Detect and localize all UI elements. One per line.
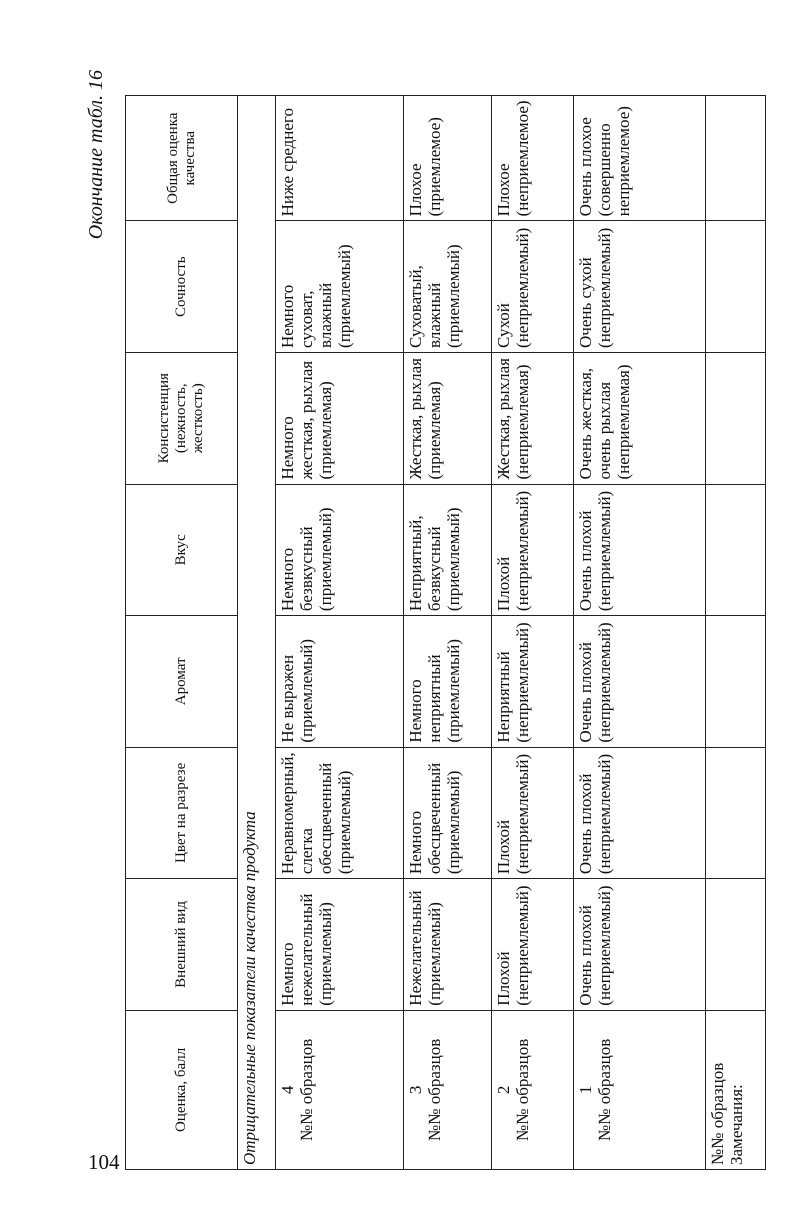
table-cell: Очень плохой (неприемлемый) — [574, 484, 706, 616]
page-number: 104 — [88, 1150, 120, 1174]
header-cell: Цвет на разрезе — [126, 747, 238, 879]
samples-label: №№ образцов — [297, 1038, 317, 1141]
table-cell: Очень плохое (совершенно неприемлемое) — [574, 96, 706, 221]
footer-row — [706, 96, 766, 1170]
empty-cell — [706, 96, 766, 221]
score-cell — [574, 1010, 706, 1169]
table-cell: Плохое (приемлемое) — [404, 96, 492, 221]
table-row — [276, 96, 404, 1170]
score-value: 4 — [278, 1085, 297, 1095]
quality-table — [125, 95, 766, 1170]
score-value: 2 — [494, 1085, 513, 1095]
samples-label: №№ образцов — [595, 1038, 615, 1141]
header-row — [126, 96, 238, 1170]
table-cell: Жесткая, рыхлая (неприемлемая) — [492, 352, 574, 484]
empty-cell — [706, 747, 766, 879]
table-cell: Очень плохой (неприемлемый) — [574, 747, 706, 879]
score-value: 3 — [406, 1085, 425, 1095]
rotated-table-block — [85, 70, 747, 1170]
score-value: 1 — [576, 1085, 595, 1095]
header-cell: Общая оценка качества — [126, 96, 238, 221]
table-cell: Не выражен (приемлемый) — [276, 616, 404, 748]
table-cell: Немного неприятный (приемлемый) — [404, 616, 492, 748]
footer-cell — [706, 1010, 766, 1169]
table-cell: Плохой (неприемлемый) — [492, 484, 574, 616]
table-row — [404, 96, 492, 1170]
table-cell: Плохое (неприемлемое) — [492, 96, 574, 221]
header-cell: Аромат — [126, 616, 238, 748]
table-cell: Очень сухой (неприемлемый) — [574, 221, 706, 353]
table-cell: Немного безвкусный (приемлемый) — [276, 484, 404, 616]
table-row — [492, 96, 574, 1170]
table-row — [574, 96, 706, 1170]
section-title: Отрицательные показатели качества продукта — [238, 96, 276, 1170]
table-cell: Жесткая, рыхлая (приемлемая) — [404, 352, 492, 484]
table-cell: Суховатый, влажный (приемлемый) — [404, 221, 492, 353]
empty-cell — [706, 352, 766, 484]
table-cell: Сухой (неприемлемый) — [492, 221, 574, 353]
table-caption: Окончание табл. 16 — [85, 70, 107, 240]
table-cell: Немного жесткая, рыхлая (приемлемая) — [276, 352, 404, 484]
table-cell: Нежелательный (приемлемый) — [404, 879, 492, 1011]
table-cell: Неприятный, безвкусный (приемлемый) — [404, 484, 492, 616]
header-cell: Оценка, балл — [126, 1010, 238, 1169]
table-cell: Немного обесцвеченный (приемлемый) — [404, 747, 492, 879]
samples-label: №№ образцов — [708, 1062, 727, 1165]
score-cell — [492, 1010, 574, 1169]
section-row — [238, 96, 276, 1170]
table-cell: Очень плохой (неприемлемый) — [574, 616, 706, 748]
table-cell: Очень жесткая, очень рыхлая (неприемлемая) — [574, 352, 706, 484]
score-cell — [276, 1010, 404, 1169]
score-cell — [404, 1010, 492, 1169]
table-cell: Ниже среднего — [276, 96, 404, 221]
header-cell: Вкус — [126, 484, 238, 616]
table-cell: Немного нежелательный (приемлемый) — [276, 879, 404, 1011]
table-cell: Неприятный (неприемлемый) — [492, 616, 574, 748]
header-cell: Внешний вид — [126, 879, 238, 1011]
table-cell: Очень плохой (неприемлемый) — [574, 879, 706, 1011]
table-cell: Немного суховат, влажный (приемлемый) — [276, 221, 404, 353]
table-cell: Плохой (неприемлемый) — [492, 879, 574, 1011]
header-cell: Консистенция (нежность, жесткость) — [126, 352, 238, 484]
samples-label: №№ образцов — [513, 1038, 533, 1141]
samples-label: №№ образцов — [425, 1038, 445, 1141]
table-cell: Плохой (неприемлемый) — [492, 747, 574, 879]
header-cell: Сочность — [126, 221, 238, 353]
remarks-label: Замечания: — [727, 1084, 747, 1165]
empty-cell — [706, 616, 766, 748]
table-cell: Неравномерный, слегка обесцвеченный (приемлемый) — [276, 747, 404, 879]
empty-cell — [706, 879, 766, 1011]
empty-cell — [706, 484, 766, 616]
empty-cell — [706, 221, 766, 353]
